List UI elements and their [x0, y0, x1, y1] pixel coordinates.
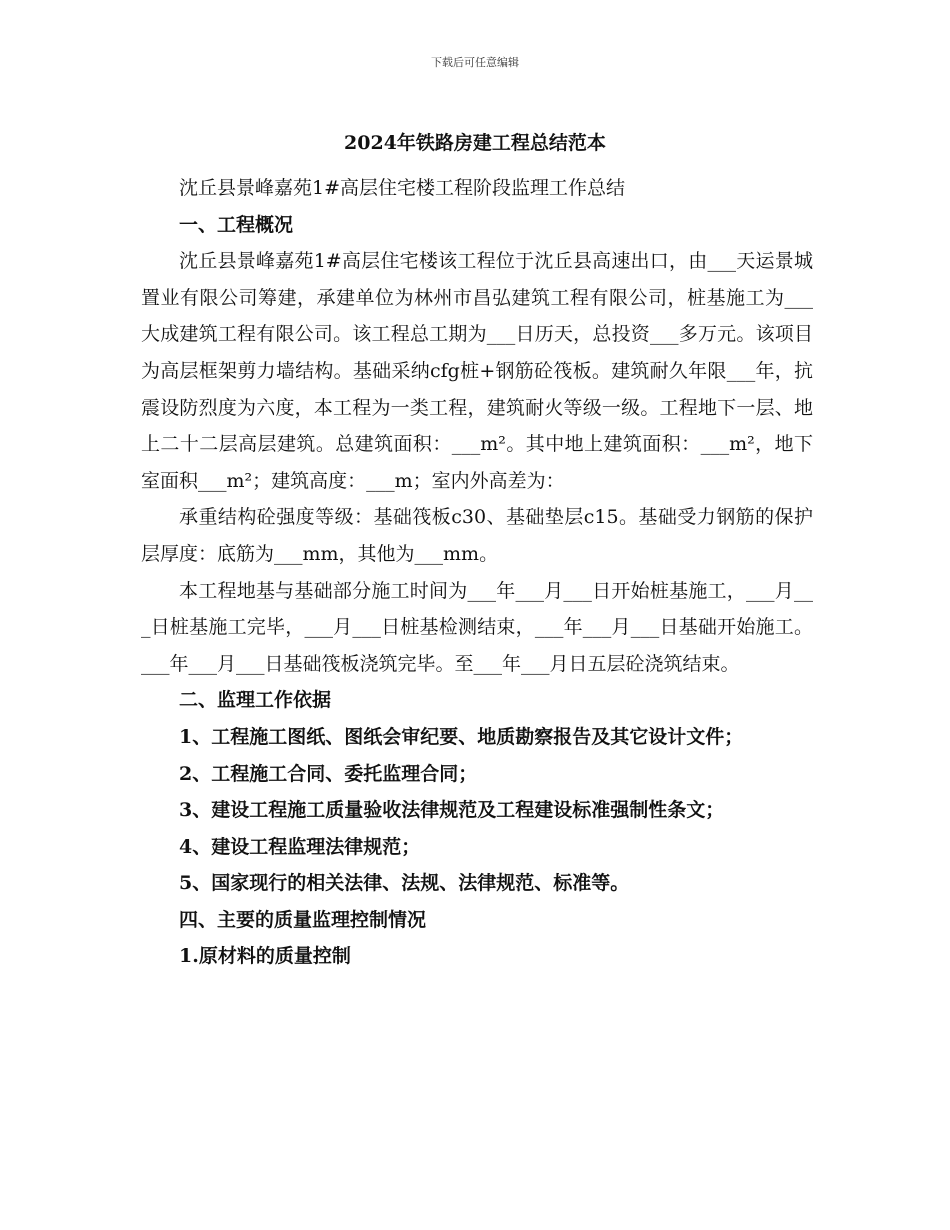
basis-item-1: 1、工程施工图纸、图纸会审纪要、地质勘察报告及其它设计文件； — [179, 725, 744, 748]
section-heading-quality-control: 四、主要的质量监理控制情况 — [179, 908, 427, 931]
basis-item-3: 3、建设工程施工质量验收法律规范及工程建设标准强制性条文； — [179, 799, 725, 822]
subtitle-paragraph: 沈丘县景峰嘉苑1#高层住宅楼工程阶段监理工作总结 — [179, 177, 626, 199]
basis-item-2: 2、工程施工合同、委托监理合同； — [179, 762, 478, 785]
header-note: 下载后可任意编辑 — [431, 56, 519, 69]
basis-item-4: 4、建设工程监理法律规范； — [179, 835, 421, 858]
construction-timeline-paragraph: 本工程地基与基础部分施工时间为___年___月___日开始桩基施工，___月___日桩基施工完毕，___月___日桩基检测结束，___年___月___日基础开始施工。___年___月___日基础筏板浇筑完毕。至___年___月日五层砼浇筑结束。 — [141, 579, 813, 675]
section-heading-basis: 二、监理工作依据 — [179, 689, 332, 712]
overview-paragraph: 沈丘县景峰嘉苑1#高层住宅楼该工程位于沈丘县高速出口，由___天运景城置业有限公司筹建，承建单位为林州市昌弘建筑工程有限公司，桩基施工为___大成建筑工程有限公司。该工程总工期为___日历天，总投资___多万元。该项目为高层框架剪力墙结构。基础采纳cfg桩+钢筋砼筏板。建筑耐久年限___年，抗震设防烈度为六度，本工程为一类工程，建筑耐火等级一级。工程地下一层、地上二十二层高层建筑。总建筑面积：___m²。其中地上建筑面积：___m²，地下室面积___m²；建筑高度：___m；室内外高差为： — [141, 250, 813, 492]
concrete-strength-paragraph: 承重结构砼强度等级：基础筏板c30、基础垫层c15。基础受力钢筋的保护层厚度：底筋为___mm，其他为___mm。 — [141, 506, 813, 565]
basis-item-5: 5、国家现行的相关法律、法规、法律规范、标准等。 — [179, 872, 630, 895]
subsection-heading-materials: 1.原材料的质量控制 — [179, 945, 351, 968]
section-heading-overview: 一、工程概况 — [179, 213, 294, 236]
document-body — [141, 170, 813, 975]
document-title: 2024年铁路房建工程总结范本 — [344, 132, 606, 154]
